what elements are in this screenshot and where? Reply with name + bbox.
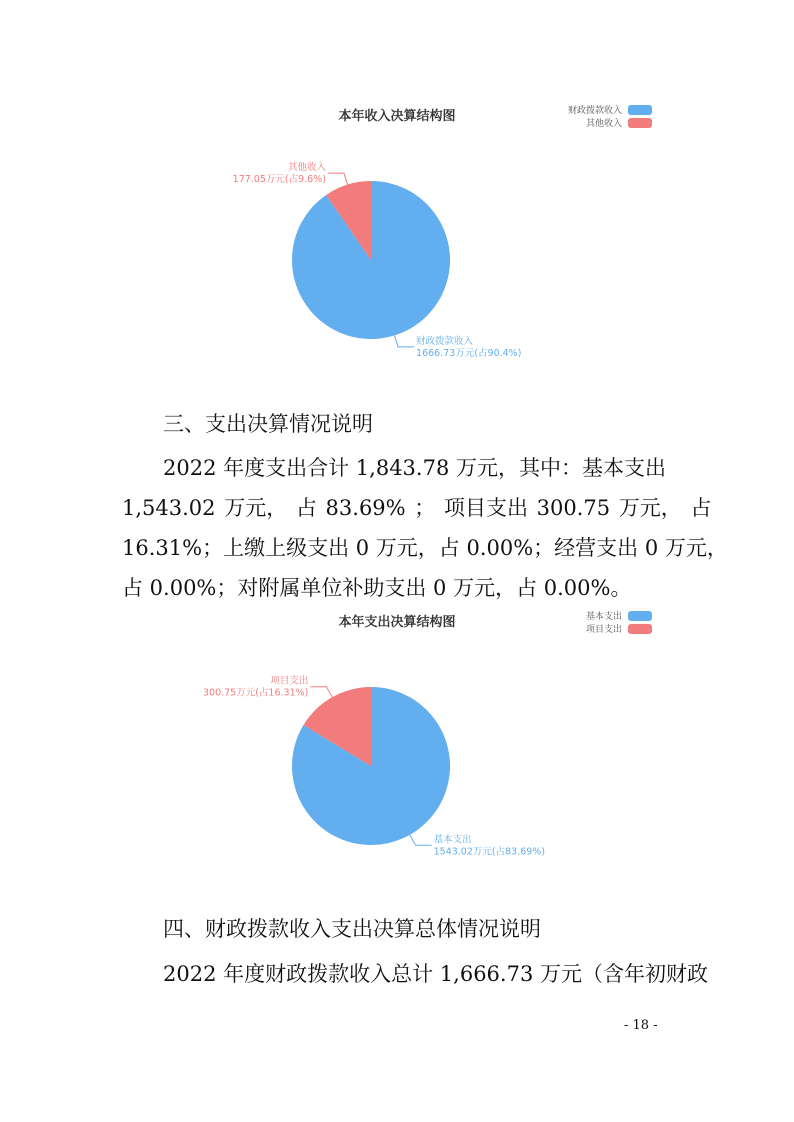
legend-label: 基本支出: [585, 612, 622, 622]
section-heading: 四、财政拨款收入支出决算总体情况说明: [163, 917, 541, 941]
leader-line: [410, 835, 432, 845]
slice-value-label: 300.75万元(占16.31%): [202, 687, 309, 699]
chart-title: 本年收入决算结构图: [338, 109, 456, 124]
legend-label: 财政拨款收入: [567, 106, 622, 116]
legend-label: 其他收入: [585, 119, 622, 129]
chart-title: 本年支出决算结构图: [338, 615, 456, 630]
leader-line: [328, 173, 348, 184]
page-number: - 18 -: [624, 1018, 658, 1033]
slice-value-label: 1543.02万元(占83.69%): [433, 846, 546, 858]
section-heading: 三、支出决算情况说明: [163, 412, 373, 436]
slice-label: 项目支出: [270, 675, 309, 687]
slice-value-label: 177.05万元(占9.6%): [232, 174, 326, 186]
leader-line: [394, 335, 414, 346]
slice-label: 其他收入: [287, 162, 326, 174]
expenditure-chart: [0, 606, 794, 876]
paragraph-line: 16.31%；上缴上级支出 0 万元，占 0.00%；经营支出 0 万元，: [122, 536, 728, 560]
legend-label: 项目支出: [585, 625, 622, 635]
slice-value-label: 1666.73万元(占90.4%): [416, 347, 522, 359]
slice-label: 财政拨款收入: [416, 335, 474, 347]
slice-label: 基本支出: [433, 834, 472, 846]
paragraph-line: 2022 年度支出合计 1,843.78 万元，其中：基本支出: [163, 456, 666, 480]
paragraph-line: 2022 年度财政拨款收入总计 1,666.73 万元（含年初财政: [163, 962, 708, 986]
pie-chart: [0, 100, 794, 370]
income-chart: [0, 100, 794, 370]
pie-chart: [0, 606, 794, 876]
paragraph-line: 1,543.02 万元， 占 83.69% ； 项目支出 300.75 万元， 占: [122, 496, 712, 520]
leader-line: [310, 687, 332, 697]
paragraph-line: 占 0.00%；对附属单位补助支出 0 万元，占 0.00%。: [122, 576, 632, 600]
